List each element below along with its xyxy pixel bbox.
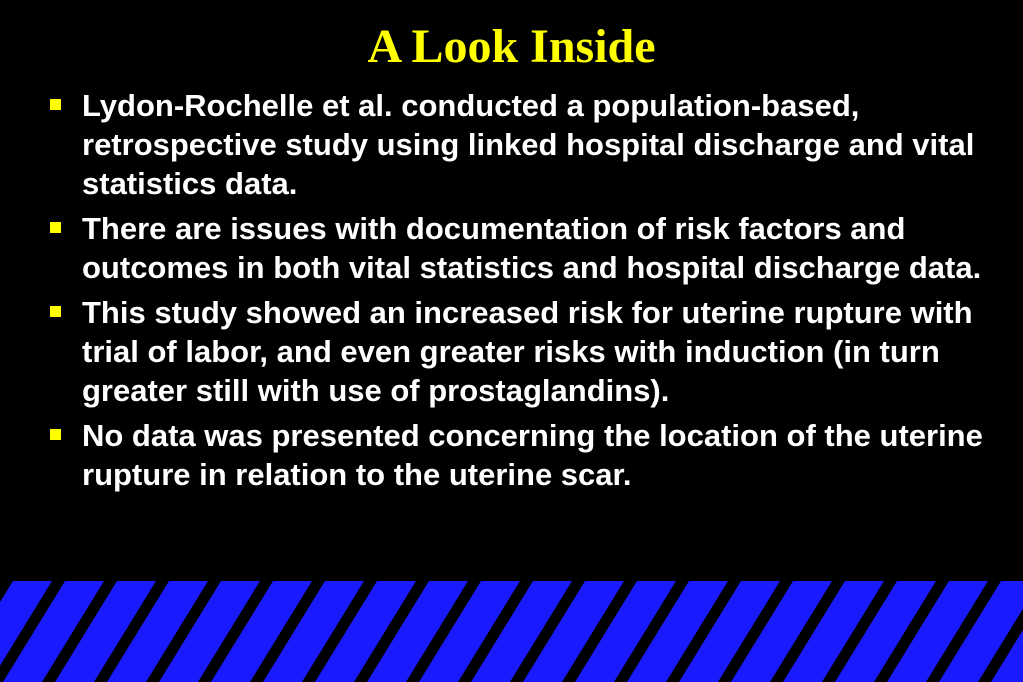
bullet-list <box>48 86 998 500</box>
bullet-text: Lydon-Rochelle et al. conducted a population-based, retrospective study using linked hospital discharge and vital statistics data. <box>82 88 975 201</box>
bullet-text: No data was presented concerning the location of the uterine rupture in relation to the uterine scar. <box>82 418 983 492</box>
bullet-text: This study showed an increased risk for uterine rupture with trial of labor, and even greater risks with induction (in turn greater still with use of prostaglandins). <box>82 295 973 408</box>
bullet-item <box>48 209 998 287</box>
decorative-stripe-band <box>0 581 1023 682</box>
bullet-item <box>48 293 998 410</box>
bullet-text: There are issues with documentation of risk factors and outcomes in both vital statistics and hospital discharge data. <box>82 211 982 285</box>
square-bullet-icon <box>50 429 61 440</box>
square-bullet-icon <box>50 222 61 233</box>
square-bullet-icon <box>50 306 61 317</box>
diagonal-stripes-graphic <box>0 581 1023 682</box>
square-bullet-icon <box>50 99 61 110</box>
bullet-item <box>48 86 998 203</box>
bullet-item <box>48 416 998 494</box>
slide-title: A Look Inside <box>367 20 656 73</box>
